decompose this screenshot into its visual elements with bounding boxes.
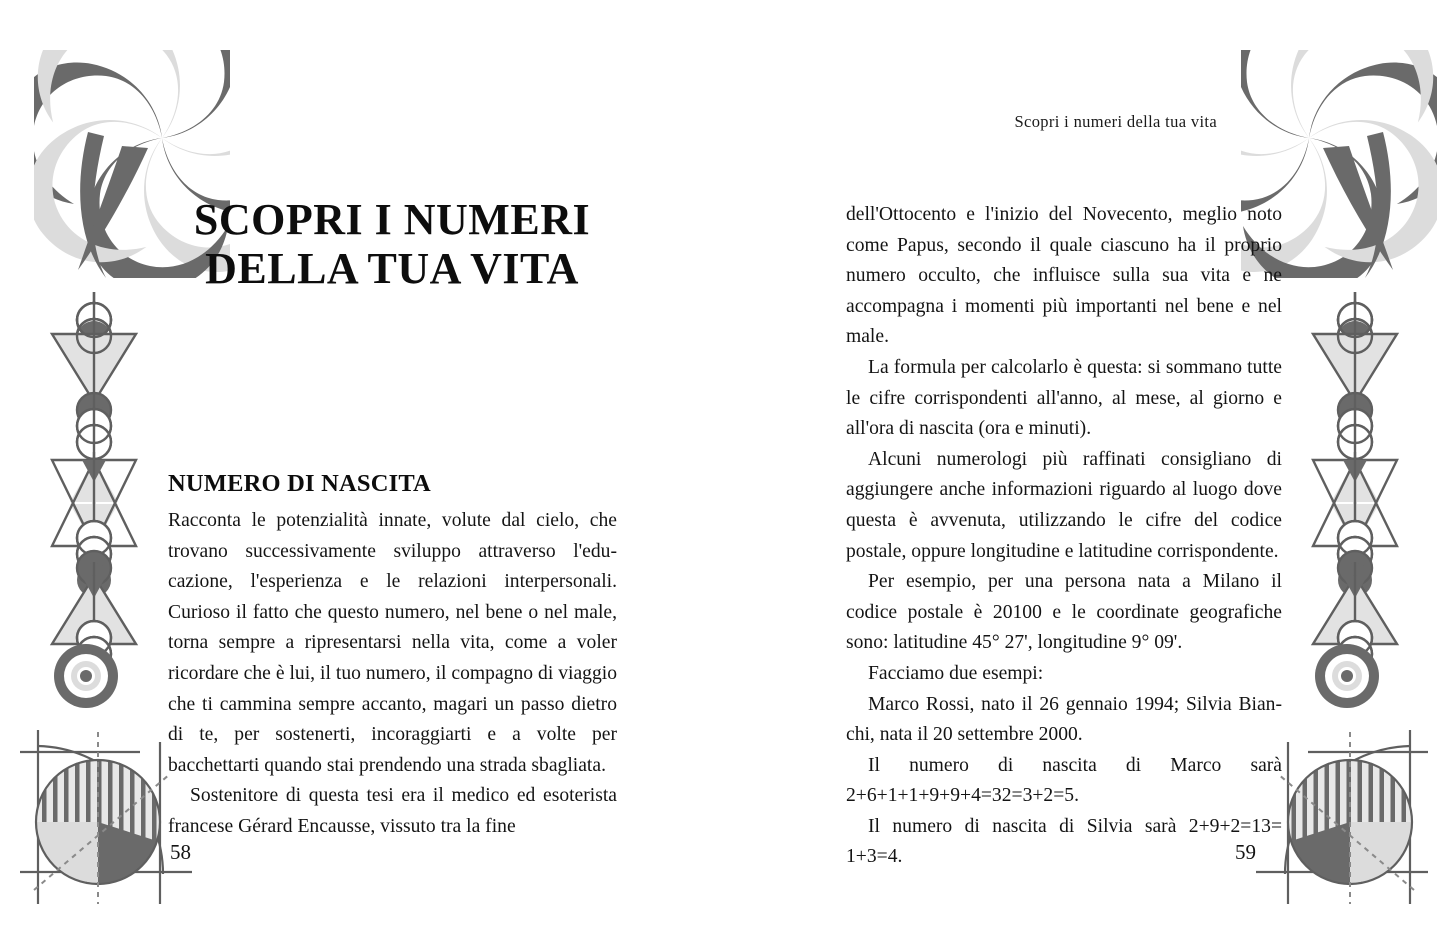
page-number-verso: 58 [170,840,191,864]
paragraph: Alcuni numerologi più raffinati consigliano di aggiungere anche informazioni riguardo al luogo dove questa è avvenuta, utilizzando le cifre del codice postale, oppure longitudine e latitudine corrispondente. [846,448,1282,562]
bullseye-target-ornament [1313,640,1381,710]
paragraph: Racconta le potenzialità innate, volute dal cielo, che trovano successivamente sviluppo attraverso l'educazione, l'esperienza e le relazioni interpersonali. Curioso il fatto che questo numero, nel bene o nel male, torna sempre a ripresentarsi nella vita, come a voler ricordare che è lui, il tuo numero, il compagno di viaggio che ti cammina sempre accanto, magari un passo dietro di te, per sostenerti, incoraggiarti e a volte per bacchettarti quando stai prendendo una strada sbagliata. [168,510,617,776]
paragraph: dell'Ottocento e l'inizio del Novecento, meglio noto come Papus, secondo il quale ciascuno ha il proprio numero occulto, che influisce sulla sua vita e ne accompagna i momenti più importanti nel bene e nel male. [846,204,1282,348]
paragraph: Sostenitore di questa tesi era il medico ed esoterista francese Gérard Encausse, vissuto tra la fine [168,785,617,837]
paragraph: Marco Rossi, nato il 26 gennaio 1994; Silvia Bianchi, nata il 20 settembre 2000. [846,693,1282,746]
section-heading: NUMERO DI NASCITA [168,470,431,497]
page-title-line-1: SCOPRI I NUMERI [193,195,591,244]
page-number-recto: 59 [1235,840,1256,864]
bullseye-target-ornament [52,640,120,710]
page-title [168,196,616,294]
verso-text-column [168,506,617,843]
paragraph: Per esempio, per una persona nata a Milano il codice postale è 20100 e le coordinate geografiche sono: latitudine 45° 27', longitudine 9° 09'. [846,571,1282,654]
paragraph: La formula per calcolarlo è questa: si sommano tutte le cifre corrispondenti all'anno, al mese, al giorno e all'ora di nascita (ora e minuti). [846,356,1282,440]
recto-text-column [846,200,1282,873]
running-header: Scopri i numeri della tua vita [1014,112,1217,131]
paragraph: Il numero di nascita di Silvia sarà 2+9+2=13= 1+3=4. [846,815,1282,868]
page-title-line-2: DELLA TUA VITA [205,243,579,293]
paragraph: Facciamo due esempi: [868,662,1044,684]
paragraph: Il numero di nascita di Marco sarà 2+6+1+1+9+9+4=32=3+2=5. [846,754,1282,807]
